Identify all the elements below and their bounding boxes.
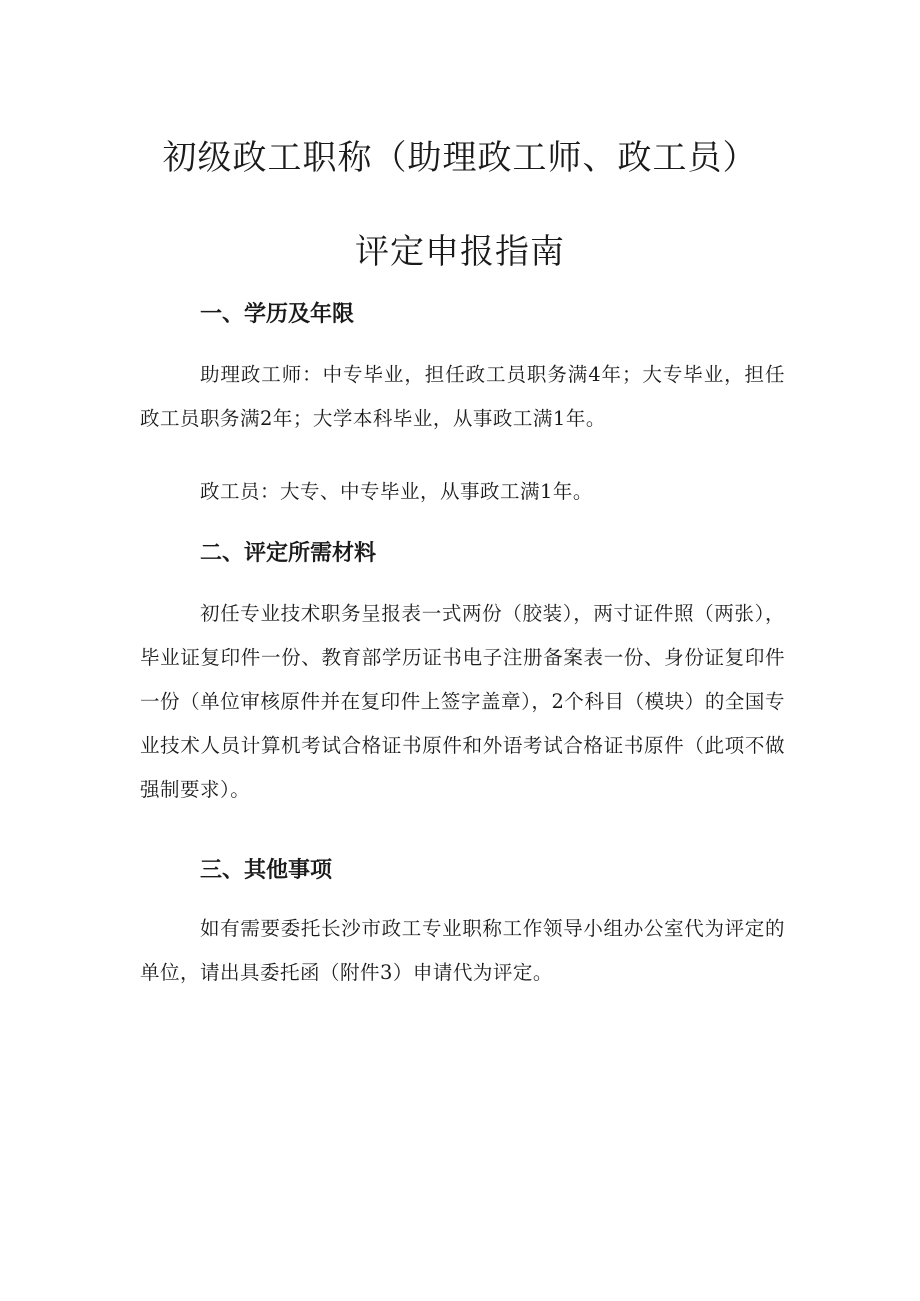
paragraph-required-materials: 初任专业技术职务呈报表一式两份（胶装），两寸证件照（两张），毕业证复印件一份、教育部学历证书电子注册备案表一份、身份证复印件一份（单位审核原件并在复印件上签字盖章），2个科目（模块）的全国专业技术人员计算机考试合格证书原件和外语考试合格证书原件（此项不做强制要求）。 (140, 602, 785, 801)
section-heading-materials: 二、评定所需材料 (200, 541, 377, 566)
document-title-line-2: 评定申报指南 (355, 232, 565, 272)
document-title-line-1: 初级政工职称（助理政工师、政工员） (162, 138, 758, 178)
paragraph-other-matters: 如有需要委托长沙市政工专业职称工作领导小组办公室代为评定的单位，请出具委托函（附件3）申请代为评定。 (140, 917, 785, 984)
paragraph-assistant-requirements: 助理政工师：中专毕业，担任政工员职务满4年；大专毕业，担任政工员职务满2年；大学本科毕业，从事政工满1年。 (140, 363, 785, 430)
section-heading-education: 一、学历及年限 (200, 302, 355, 327)
paragraph-staff-requirements: 政工员：大专、中专毕业，从事政工满1年。 (200, 480, 593, 503)
section-heading-other-matters: 三、其他事项 (200, 858, 333, 883)
